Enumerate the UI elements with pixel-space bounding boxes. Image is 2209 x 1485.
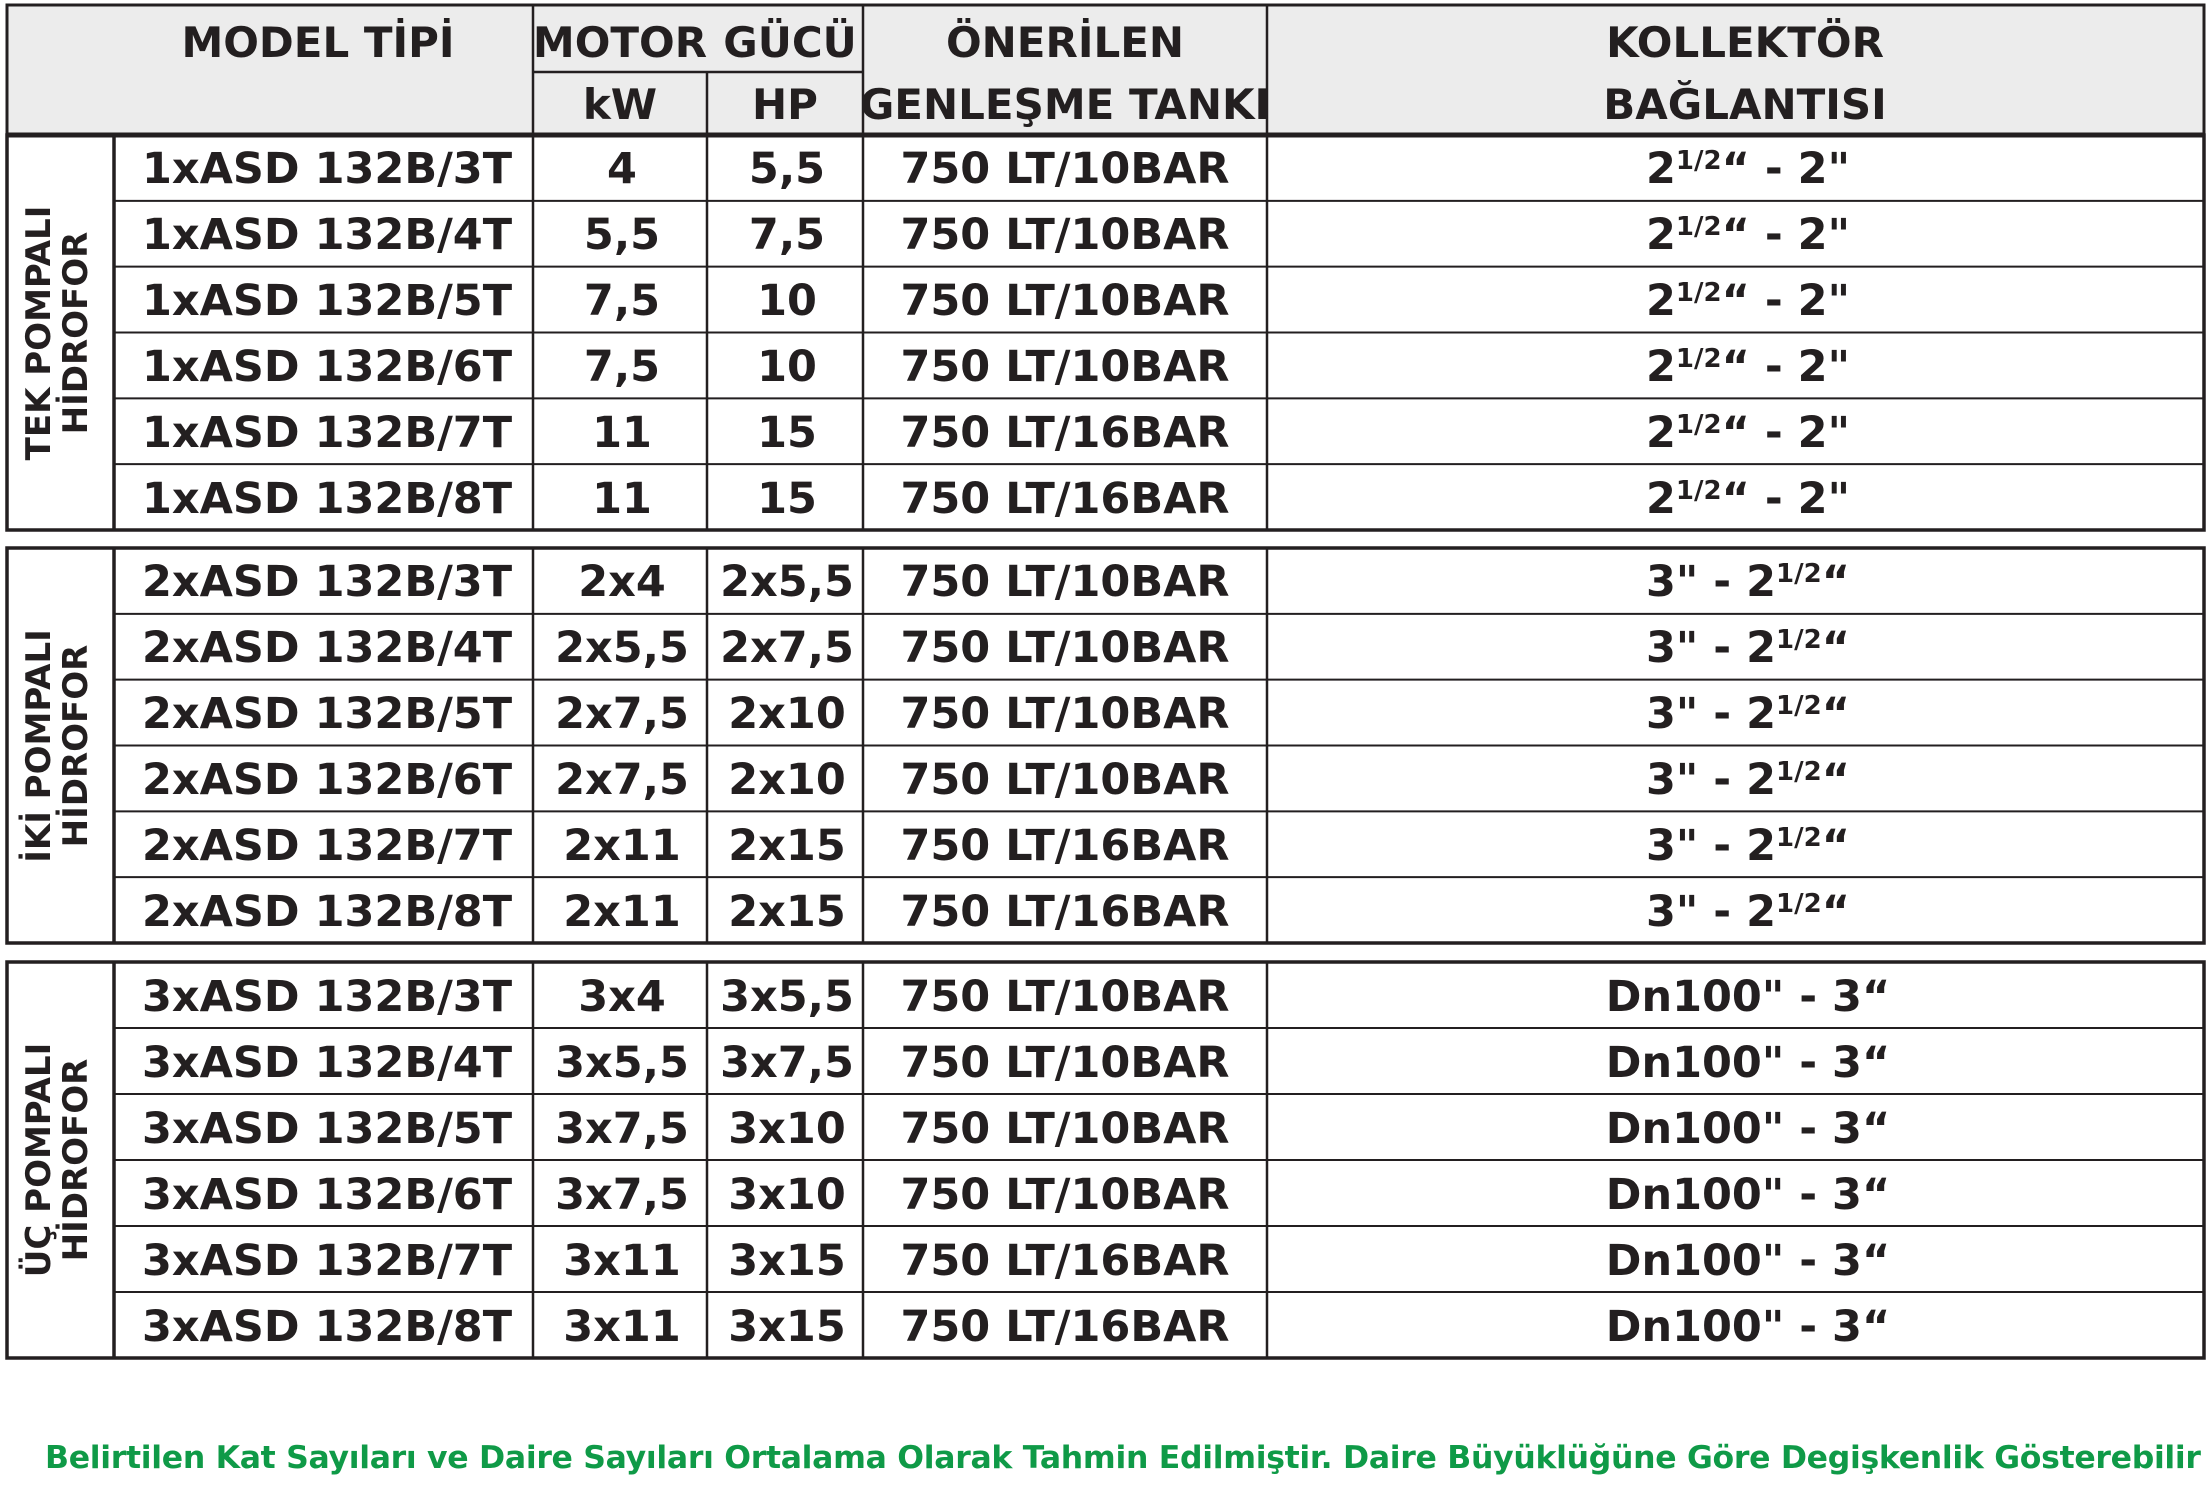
collector-b: 3“: [1832, 971, 1891, 1022]
tank-cell: 750 LT/16BAR: [900, 886, 1230, 937]
hp-cell: 5,5: [748, 144, 826, 195]
collector-a-mark: “: [1721, 473, 1750, 524]
collector-b: 3“: [1832, 1103, 1891, 1154]
collector-a: 3": [1646, 623, 1699, 674]
group-label-line1: TEK POMPALI: [18, 205, 59, 460]
model-cell: 3xASD 132B/8T: [142, 1301, 513, 1352]
collector-cell: [1646, 820, 1850, 871]
collector-b: 2": [1797, 144, 1850, 195]
hp-cell: 2x15: [728, 886, 846, 937]
collector-a: 2: [1646, 210, 1676, 261]
collector-cell: [1605, 971, 1891, 1022]
hp-cell: 3x5,5: [720, 971, 854, 1022]
kw-cell: 7,5: [583, 341, 661, 392]
hp-cell: 2x15: [728, 820, 846, 871]
collector-b: 2: [1746, 623, 1777, 674]
kw-cell: 3x11: [563, 1235, 681, 1286]
collector-b-mark: “: [1821, 623, 1850, 674]
collector-sep: -: [1698, 557, 1747, 608]
collector-sep: -: [1784, 1301, 1833, 1352]
tank-cell: 750 LT/10BAR: [900, 623, 1230, 674]
collector-sep: -: [1698, 886, 1747, 937]
collector-a-sup: 1/2: [1675, 343, 1722, 374]
hp-cell: 3x10: [728, 1103, 846, 1154]
group-label: [18, 183, 101, 483]
tank-cell: 750 LT/10BAR: [900, 210, 1230, 261]
tank-cell: 750 LT/10BAR: [900, 276, 1230, 327]
model-cell: 1xASD 132B/4T: [142, 210, 513, 261]
group-label-line2: HİDROFOR: [55, 231, 96, 434]
kw-cell: 3x7,5: [555, 1169, 689, 1220]
collector-b-sup: 1/2: [1776, 756, 1822, 787]
collector-cell: [1605, 1169, 1891, 1220]
footer-note: Belirtilen Kat Sayıları ve Daire Sayıları Ortalama Olarak Tahmin Edilmiştir. Daire Büyüklüğüne Göre Degişkenlik Gösterebilir: [45, 1440, 2201, 1476]
header-tank-line2: GENLEŞME TANKI: [859, 80, 1271, 129]
collector-a: 2: [1646, 473, 1676, 524]
model-cell: 3xASD 132B/7T: [142, 1235, 513, 1286]
model-cell: 1xASD 132B/7T: [142, 407, 513, 458]
collector-cell: [1646, 623, 1850, 674]
tank-cell: 750 LT/16BAR: [900, 1301, 1230, 1352]
header-collector-line1: KOLLEKTÖR: [1606, 18, 1884, 67]
collector-sep: -: [1698, 689, 1747, 740]
tank-cell: 750 LT/10BAR: [900, 754, 1230, 805]
hp-cell: 7,5: [748, 210, 826, 261]
collector-a: 2: [1646, 341, 1676, 392]
collector-sep: -: [1784, 971, 1833, 1022]
collector-b-sup: 1/2: [1776, 559, 1822, 590]
hp-cell: 3x10: [728, 1169, 846, 1220]
kw-cell: 3x11: [563, 1301, 681, 1352]
header-power: GÜCÜ: [723, 18, 857, 67]
collector-b: 2: [1746, 557, 1777, 608]
collector-a-sup: 1/2: [1675, 475, 1722, 506]
model-cell: 3xASD 132B/6T: [142, 1169, 513, 1220]
collector-sep: -: [1749, 276, 1798, 327]
collector-cell: [1646, 754, 1850, 805]
group-label: [18, 1010, 101, 1310]
collector-cell: [1646, 276, 1850, 327]
header-tank-line1: ÖNERİLEN: [945, 18, 1185, 67]
collector-a: Dn100": [1605, 971, 1785, 1022]
collector-b: 2": [1797, 210, 1850, 261]
hp-cell: 15: [757, 407, 817, 458]
tank-cell: 750 LT/10BAR: [900, 971, 1230, 1022]
tank-cell: 750 LT/10BAR: [900, 1037, 1230, 1088]
header-collector-line2: BAĞLANTISI: [1603, 80, 1887, 129]
collector-cell: [1646, 557, 1850, 608]
collector-a: 2: [1646, 144, 1676, 195]
model-cell: 2xASD 132B/7T: [142, 820, 513, 871]
collector-sep: -: [1749, 473, 1798, 524]
collector-b-sup: 1/2: [1776, 888, 1822, 919]
collector-b: 3“: [1832, 1037, 1891, 1088]
collector-sep: -: [1749, 210, 1798, 261]
kw-cell: 11: [592, 473, 652, 524]
collector-a: 3": [1646, 557, 1699, 608]
kw-cell: 5,5: [583, 210, 661, 261]
hp-cell: 3x15: [728, 1235, 846, 1286]
collector-sep: -: [1698, 623, 1747, 674]
collector-sep: -: [1749, 407, 1798, 458]
collector-b-mark: “: [1821, 820, 1850, 871]
collector-a: 2: [1646, 407, 1676, 458]
collector-cell: [1605, 1235, 1891, 1286]
tank-cell: 750 LT/10BAR: [900, 1169, 1230, 1220]
kw-cell: 3x7,5: [555, 1103, 689, 1154]
collector-a: Dn100": [1605, 1169, 1785, 1220]
kw-cell: 2x7,5: [555, 689, 689, 740]
tank-cell: 750 LT/10BAR: [900, 689, 1230, 740]
hp-cell: 2x5,5: [720, 557, 854, 608]
collector-cell: [1646, 886, 1850, 937]
tank-cell: 750 LT/16BAR: [900, 407, 1230, 458]
hp-cell: 3x7,5: [720, 1037, 854, 1088]
hp-cell: 3x15: [728, 1301, 846, 1352]
collector-b: 2: [1746, 689, 1777, 740]
model-cell: 1xASD 132B/5T: [142, 276, 513, 327]
collector-a: 3": [1646, 886, 1699, 937]
hp-cell: 2x7,5: [720, 623, 854, 674]
collector-b: 2": [1797, 407, 1850, 458]
tank-cell: 750 LT/10BAR: [900, 144, 1230, 195]
hp-cell: 10: [757, 276, 817, 327]
collector-a: Dn100": [1605, 1103, 1785, 1154]
kw-cell: 3x4: [578, 971, 666, 1022]
kw-cell: 3x5,5: [555, 1037, 689, 1088]
group-label-line2: HİDROFOR: [55, 644, 96, 847]
collector-a-sup: 1/2: [1675, 409, 1722, 440]
kw-cell: 11: [592, 407, 652, 458]
collector-cell: [1646, 689, 1850, 740]
collector-a-sup: 1/2: [1675, 146, 1722, 177]
collector-a-sup: 1/2: [1675, 212, 1722, 243]
model-cell: 1xASD 132B/8T: [142, 473, 513, 524]
collector-b: 3“: [1832, 1301, 1891, 1352]
collector-a-mark: “: [1721, 341, 1750, 392]
group-label: [18, 596, 101, 896]
collector-cell: [1646, 210, 1850, 261]
hp-cell: 10: [757, 341, 817, 392]
collector-b: 3“: [1832, 1235, 1891, 1286]
collector-b: 2: [1746, 820, 1777, 871]
model-cell: 1xASD 132B/6T: [142, 341, 513, 392]
collector-b: 3“: [1832, 1169, 1891, 1220]
collector-b-mark: “: [1821, 754, 1850, 805]
model-cell: 2xASD 132B/5T: [142, 689, 513, 740]
collector-cell: [1646, 473, 1850, 524]
collector-a: Dn100": [1605, 1301, 1785, 1352]
collector-b: 2": [1797, 341, 1850, 392]
kw-cell: 2x7,5: [555, 754, 689, 805]
collector-b-sup: 1/2: [1776, 691, 1822, 722]
header-hp: HP: [752, 80, 818, 129]
tank-cell: 750 LT/10BAR: [900, 341, 1230, 392]
collector-a: Dn100": [1605, 1235, 1785, 1286]
collector-sep: -: [1749, 341, 1798, 392]
collector-b: 2": [1797, 473, 1850, 524]
model-cell: 1xASD 132B/3T: [142, 144, 513, 195]
model-cell: 2xASD 132B/8T: [142, 886, 513, 937]
collector-a: 2: [1646, 276, 1676, 327]
hp-cell: 2x10: [728, 754, 846, 805]
collector-b: 2: [1746, 886, 1777, 937]
collector-a: 3": [1646, 689, 1699, 740]
collector-sep: -: [1784, 1103, 1833, 1154]
collector-cell: [1646, 144, 1850, 195]
model-cell: 2xASD 132B/6T: [142, 754, 513, 805]
model-cell: 3xASD 132B/5T: [142, 1103, 513, 1154]
collector-cell: [1646, 341, 1850, 392]
collector-sep: -: [1784, 1235, 1833, 1286]
collector-a: Dn100": [1605, 1037, 1785, 1088]
collector-b: 2": [1797, 276, 1850, 327]
hp-cell: 15: [757, 473, 817, 524]
kw-cell: 4: [607, 144, 637, 195]
kw-cell: 7,5: [583, 276, 661, 327]
collector-sep: -: [1784, 1169, 1833, 1220]
tank-cell: 750 LT/10BAR: [900, 1103, 1230, 1154]
collector-b-mark: “: [1821, 689, 1850, 740]
hp-cell: 2x10: [728, 689, 846, 740]
collector-cell: [1646, 407, 1850, 458]
collector-a: 3": [1646, 754, 1699, 805]
kw-cell: 2x11: [563, 886, 681, 937]
model-cell: 2xASD 132B/4T: [142, 623, 513, 674]
collector-cell: [1605, 1037, 1891, 1088]
collector-sep: -: [1698, 754, 1747, 805]
collector-cell: [1605, 1103, 1891, 1154]
group-label-line1: İKİ POMPALI: [18, 628, 59, 863]
collector-b: 2: [1746, 754, 1777, 805]
collector-a-mark: “: [1721, 144, 1750, 195]
collector-sep: -: [1698, 820, 1747, 871]
collector-b-sup: 1/2: [1776, 625, 1822, 656]
group-label-line2: HİDROFOR: [55, 1058, 96, 1262]
collector-sep: -: [1784, 1037, 1833, 1088]
collector-a-mark: “: [1721, 276, 1750, 327]
kw-cell: 2x4: [578, 557, 666, 608]
kw-cell: 2x5,5: [555, 623, 689, 674]
collector-sep: -: [1749, 144, 1798, 195]
collector-a-sup: 1/2: [1675, 278, 1722, 309]
tank-cell: 750 LT/16BAR: [900, 1235, 1230, 1286]
collector-a-mark: “: [1721, 210, 1750, 261]
header-motor: MOTOR: [532, 18, 708, 67]
group-label-line1: ÜÇ POMPALI: [18, 1042, 59, 1278]
collector-b-sup: 1/2: [1776, 822, 1822, 853]
model-cell: 3xASD 132B/4T: [142, 1037, 513, 1088]
model-cell: 3xASD 132B/3T: [142, 971, 513, 1022]
collector-b-mark: “: [1821, 557, 1850, 608]
collector-a-mark: “: [1721, 407, 1750, 458]
tank-cell: 750 LT/16BAR: [900, 473, 1230, 524]
collector-a: 3": [1646, 820, 1699, 871]
collector-cell: [1605, 1301, 1891, 1352]
tank-cell: 750 LT/10BAR: [900, 557, 1230, 608]
kw-cell: 2x11: [563, 820, 681, 871]
model-cell: 2xASD 132B/3T: [142, 557, 513, 608]
collector-b-mark: “: [1821, 886, 1850, 937]
header-model: MODEL TİPİ: [181, 18, 455, 67]
tank-cell: 750 LT/16BAR: [900, 820, 1230, 871]
header-kw: kW: [582, 80, 658, 129]
